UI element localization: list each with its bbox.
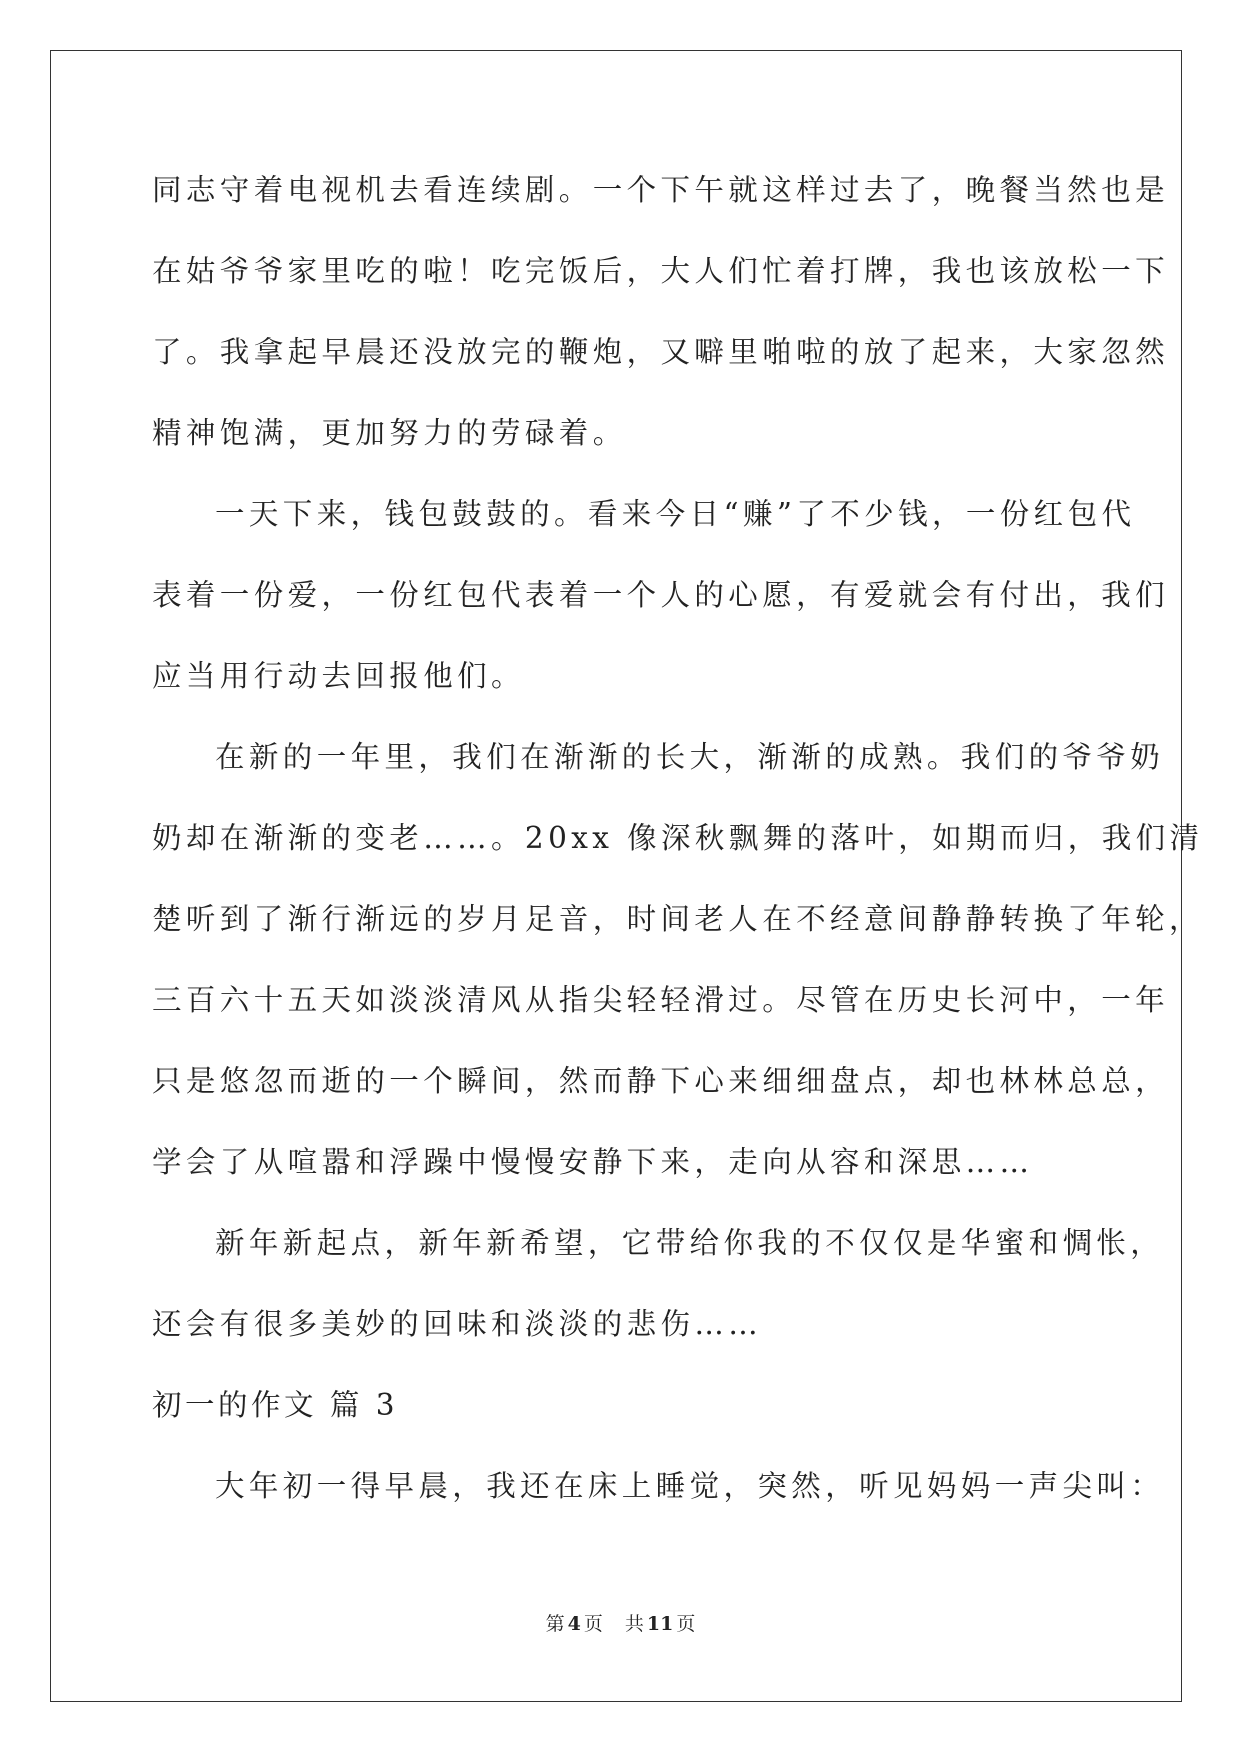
text-line-1: 同志守着电视机去看连续剧。一个下午就这样过去了，晚餐当然也是: [152, 173, 1170, 207]
section-heading: 初一的作文 篇 3: [152, 1388, 399, 1422]
text-line-3: 了。我拿起早晨还没放完的鞭炮，又噼里啪啦的放了起来，大家忽然: [152, 335, 1170, 369]
document-body: [152, 150, 1204, 1527]
text-line-9: 奶却在渐渐的变老……。20xx 像深秋飘舞的落叶，如期而归，我们清: [152, 821, 1204, 855]
text-line-8: 在新的一年里，我们在渐渐的长大，渐渐的成熟。我们的爷爷奶: [215, 740, 1165, 774]
text-line-7: 应当用行动去回报他们。: [152, 659, 525, 693]
text-line-4: 精神饱满，更加努力的劳碌着。: [152, 416, 627, 450]
total-pages-number: 11: [646, 1613, 674, 1635]
page-footer: [0, 1612, 1241, 1636]
total-suffix: 页: [676, 1613, 696, 1635]
text-line-14: 新年新起点，新年新希望，它带给你我的不仅仅是华蜜和惆怅，: [215, 1226, 1165, 1260]
page-suffix: 页: [583, 1613, 603, 1635]
text-line-5: 一天下来，钱包鼓鼓的。看来今日“赚”了不少钱，一份红包代: [215, 497, 1136, 531]
text-line-17: 大年初一得早晨，我还在床上睡觉，突然，听见妈妈一声尖叫：: [215, 1469, 1165, 1503]
text-line-10: 楚听到了渐行渐远的岁月足音，时间老人在不经意间静静转换了年轮，: [152, 902, 1203, 936]
page-prefix: 第: [545, 1613, 565, 1635]
text-line-2: 在姑爷爷家里吃的啦！吃完饭后，大人们忙着打牌，我也该放松一下: [152, 254, 1170, 288]
total-prefix: 共: [624, 1613, 644, 1635]
text-line-15: 还会有很多美妙的回味和淡淡的悲伤……: [152, 1307, 763, 1341]
text-line-13: 学会了从喧嚣和浮躁中慢慢安静下来，走向从容和深思……: [152, 1145, 1034, 1179]
text-line-11: 三百六十五天如淡淡清风从指尖轻轻滑过。尽管在历史长河中，一年: [152, 983, 1170, 1017]
text-line-12: 只是悠忽而逝的一个瞬间，然而静下心来细细盘点，却也林林总总，: [152, 1064, 1170, 1098]
text-line-6: 表着一份爱，一份红包代表着一个人的心愿，有爱就会有付出，我们: [152, 578, 1170, 612]
current-page-number: 4: [567, 1613, 581, 1635]
